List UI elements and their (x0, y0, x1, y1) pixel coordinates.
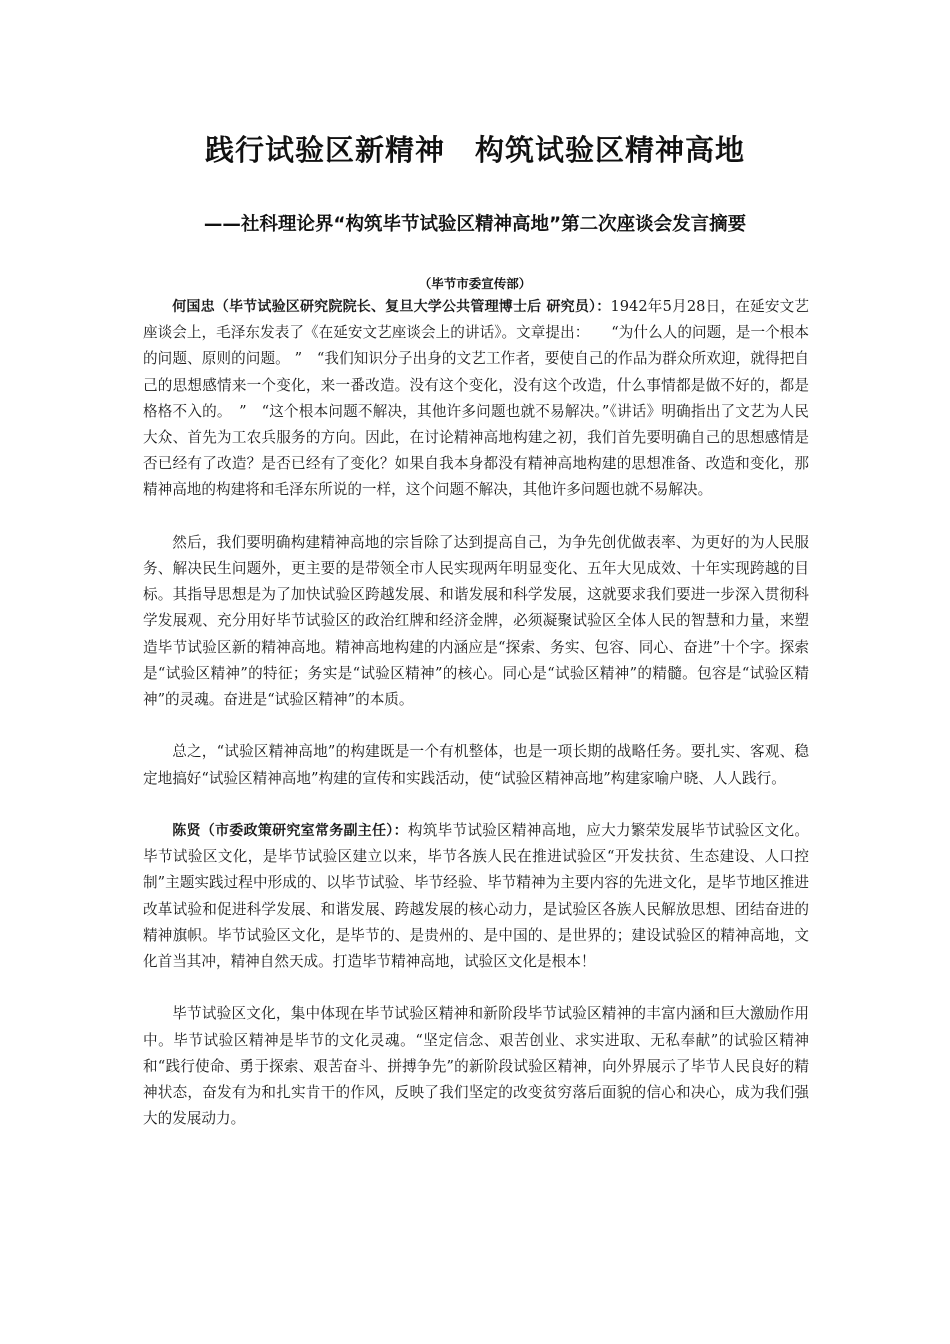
paragraph-text: 总之，“试验区精神高地”的构建既是一个有机整体，也是一项长期的战略任务。要扎实、客观、稳定地搞好“试验区精神高地”构建的宣传和实践活动，使“试验区精神高地”构建家喻户晓、人人践行。 (143, 743, 809, 787)
paragraph-text: 然后，我们要明确构建精神高地的宗旨除了达到提高自己，为争先创优做表率、为更好的为人民服务、解决民生问题外，更主要的是带领全市人民实现两年明显变化、五年大见成效、十年实现跨越的目标。其指导思想是为了加快试验区跨越发展、和谐发展和科学发展，这就要求我们要进一步深入贯彻科学发展观、充分用好毕节试验区的政治红牌和经济金牌，必须凝聚试验区全体人民的智慧和力量，来塑造毕节试验区新的精神高地。精神高地构建的内涵应是“探索、务实、包容、同心、奋进”十个字。探索是“试验区精神”的特征；务实是“试验区精神”的核心。同心是“试验区精神”的精髓。包容是“试验区精神”的灵魂。奋进是“试验区精神”的本质。 (143, 533, 809, 709)
speaker-label: 何国忠（毕节试验区研究院院长、复旦大学公共管理博士后 研究员）： (172, 299, 611, 315)
paragraph-text: 毕节试验区文化，集中体现在毕节试验区精神和新阶段毕节试验区精神的丰富内涵和巨大激励作用中。毕节试验区精神是毕节的文化灵魂。“坚定信念、艰苦创业、求实进取、无私奉献”的试验区精神和“践行使命、勇于探索、艰苦奋斗、拼搏争先”的新阶段试验区精神，向外界展示了毕节人民良好的精神状态，奋发有为和扎实肯干的作风，反映了我们坚定的改变贫穷落后面貌的信心和决心，成为我们强大的发展动力。 (143, 1005, 809, 1128)
document-subtitle: ——社科理论界“构筑毕节试验区精神高地”第二次座谈会发言摘要 (203, 214, 747, 235)
paragraph (143, 1001, 809, 1132)
paragraph-text: 构筑毕节试验区精神高地，应大力繁荣发展毕节试验区文化。毕节试验区文化，是毕节试验区建立以来，毕节各族人民在推进试验区“开发扶贫、生态建设、人口控制”主题实践过程中形成的、以毕节试验、毕节经验、毕节精神为主要内容的先进文化，是毕节地区推进改革试验和促进科学发展、和谐发展、跨越发展的核心动力，是试验区各族人民解放思想、团结奋进的精神旗帜。毕节试验区文化，是毕节的、是贵州的、是中国的、是世界的；建设试验区的精神高地，文化首当其冲，精神自然天成。打造毕节精神高地，试验区文化是根本！ (143, 822, 809, 971)
speaker-label: 陈贤（市委政策研究室常务副主任）： (172, 823, 408, 840)
paragraph (143, 818, 809, 975)
paragraph (143, 739, 809, 791)
paragraph (143, 294, 809, 504)
paragraph (143, 530, 809, 713)
document-source: （毕节市委宣传部） (418, 276, 532, 291)
document-title: 践行试验区新精神 构筑试验区精神高地 (204, 133, 745, 167)
document-body (143, 294, 809, 1132)
paragraph-text: 1942年5月28日，在延安文艺座谈会上，毛泽东发表了《在延安文艺座谈会上的讲话》。文章提出： “为什么人的问题，是一个根本的问题、原则的问题。 ” “我们知识分子出身的文艺工作者，要使自己的作品为群众所欢迎，就得把自己的思想感情来一个变化，来一番改造。没有这个变化，没有这个改造，什么事情都是做不好的，都是格格不入的。 ” “这个根本问题不解决，其他许多问题也就不易解决。”《讲话》明确指出了文艺为人民大众、首先为工农兵服务的方向。因此，在讨论精神高地构建之初，我们首先要明确自己的思想感情是否已经有了改造？是否已经有了变化？如果自我本身都没有精神高地构建的思想准备、改造和变化，那精神高地的构建将和毛泽东所说的一样，这个问题不解决，其他许多问题也就不易解决。 (143, 298, 810, 499)
